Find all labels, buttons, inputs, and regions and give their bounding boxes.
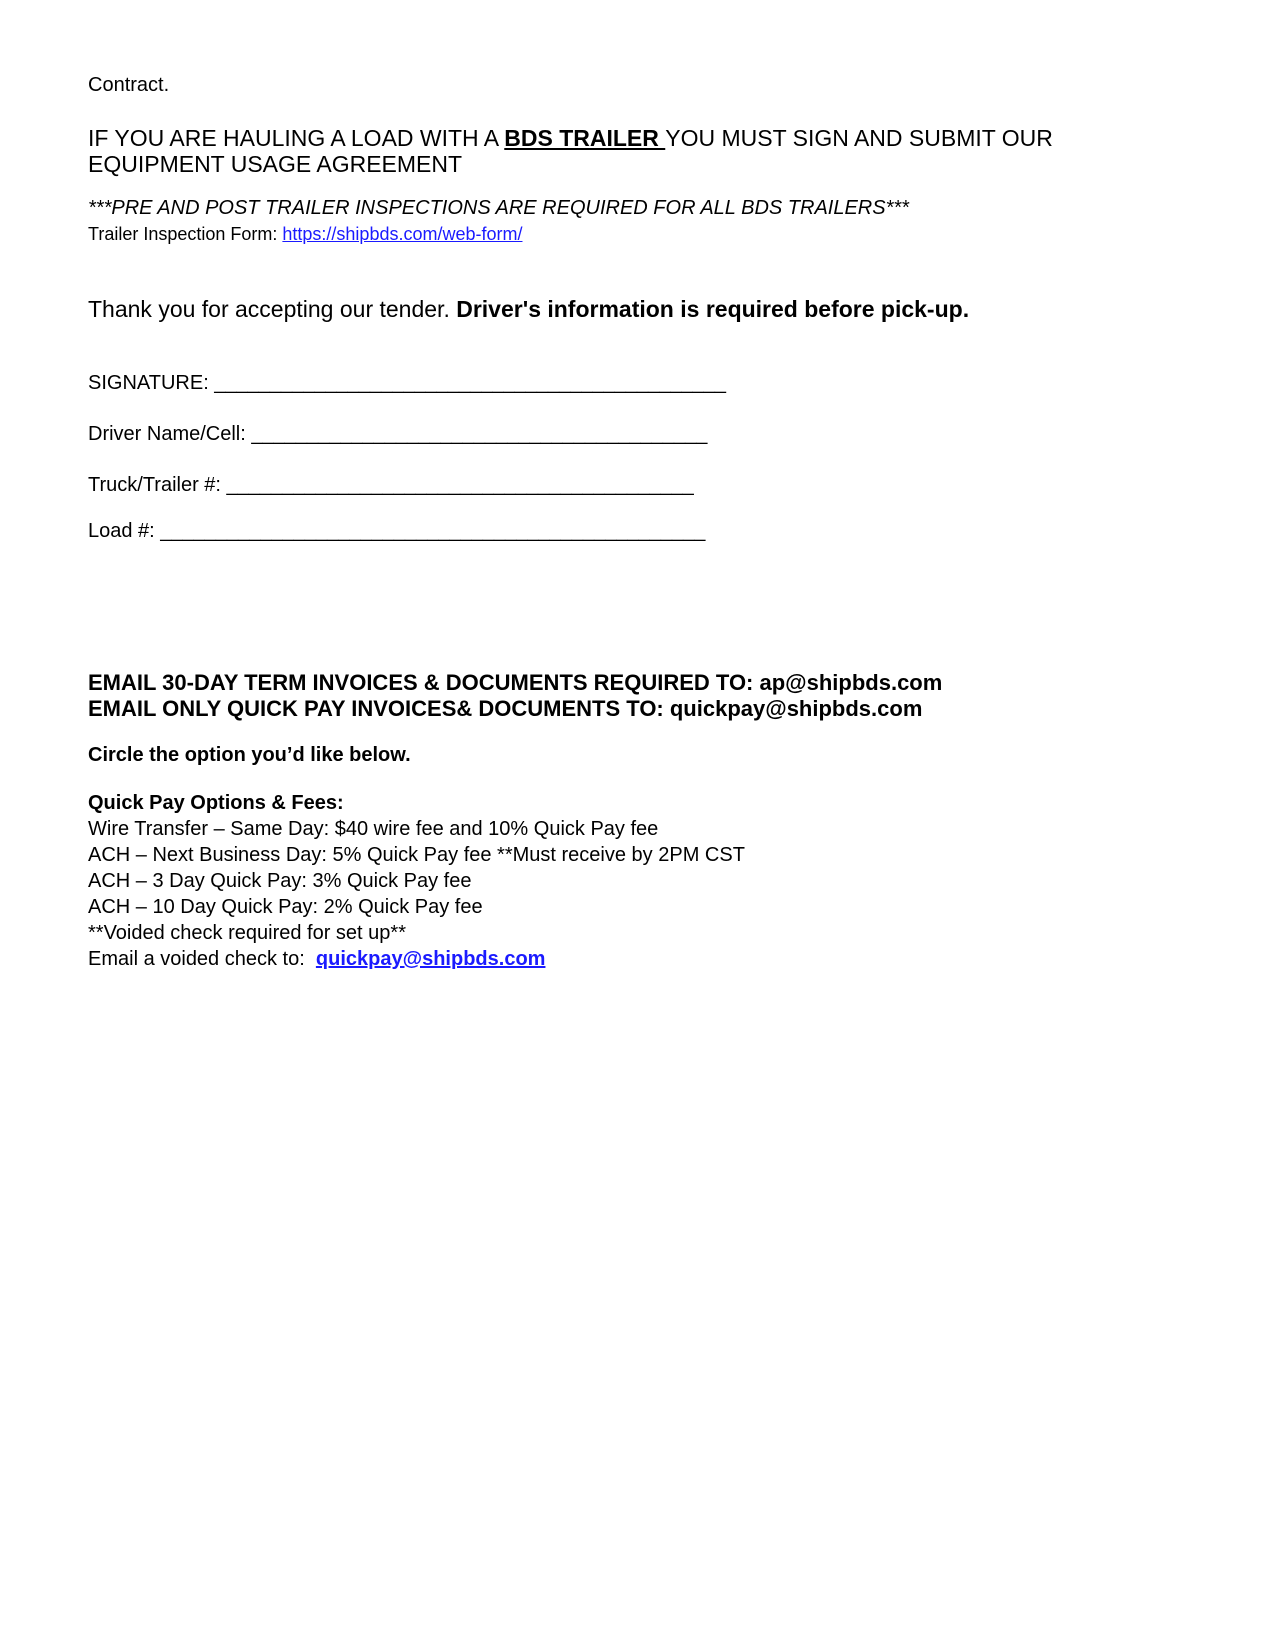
trailer-notice-part1: IF YOU ARE HAULING A LOAD WITH A [88,125,505,151]
quick-pay-heading: Quick Pay Options & Fees: [88,792,344,814]
email-instructions [88,670,942,722]
quick-pay-section [88,790,745,972]
truck-trailer-field: Truck/Trailer #: __________________________________________ [88,474,694,496]
inspection-form-label: Trailer Inspection Form: [88,224,283,244]
trailer-notice [88,125,1053,177]
thank-you-line [88,296,969,323]
inspection-form-link[interactable]: https://shipbds.com/web-form/ [282,224,523,244]
email-quickpay-invoices: EMAIL ONLY QUICK PAY INVOICES& DOCUMENTS TO: quickpay@shipbds.com [88,696,923,721]
thank-you-text: Thank you for accepting our tender. [88,296,457,322]
trailer-notice-line2: EQUIPMENT USAGE AGREEMENT [88,151,463,177]
email-term-invoices: EMAIL 30-DAY TERM INVOICES & DOCUMENTS REQUIRED TO: ap@shipbds.com [88,670,943,695]
driver-info-required: Driver's information is required before pick-up. [456,296,970,322]
bds-trailer-emphasis: BDS TRAILER [504,125,666,151]
quick-pay-option: ACH – 10 Day Quick Pay: 2% Quick Pay fee [88,896,483,918]
quick-pay-option: ACH – 3 Day Quick Pay: 3% Quick Pay fee [88,870,472,892]
inspection-form-line [88,224,522,245]
circle-option-instruction: Circle the option you’d like below. [88,744,411,766]
voided-check-email-label: Email a voided check to: [88,948,316,970]
signature-field: SIGNATURE: ______________________________________________ [88,372,726,394]
inspection-notice: ***PRE AND POST TRAILER INSPECTIONS ARE REQUIRED FOR ALL BDS TRAILERS*** [88,197,909,219]
load-number-field: Load #: _________________________________________________ [88,520,706,542]
quick-pay-option: ACH – Next Business Day: 5% Quick Pay fee **Must receive by 2PM CST [88,844,745,866]
trailer-notice-part2: YOU MUST SIGN AND SUBMIT OUR [665,125,1053,151]
quick-pay-option: Wire Transfer – Same Day: $40 wire fee and 10% Quick Pay fee [88,818,659,840]
voided-check-note: **Voided check required for set up** [88,922,406,944]
voided-check-email-line [88,946,745,972]
driver-name-cell-field: Driver Name/Cell: _________________________________________ [88,423,708,445]
contract-text: Contract. [88,74,170,96]
quickpay-email-link[interactable]: quickpay@shipbds.com [315,948,546,970]
